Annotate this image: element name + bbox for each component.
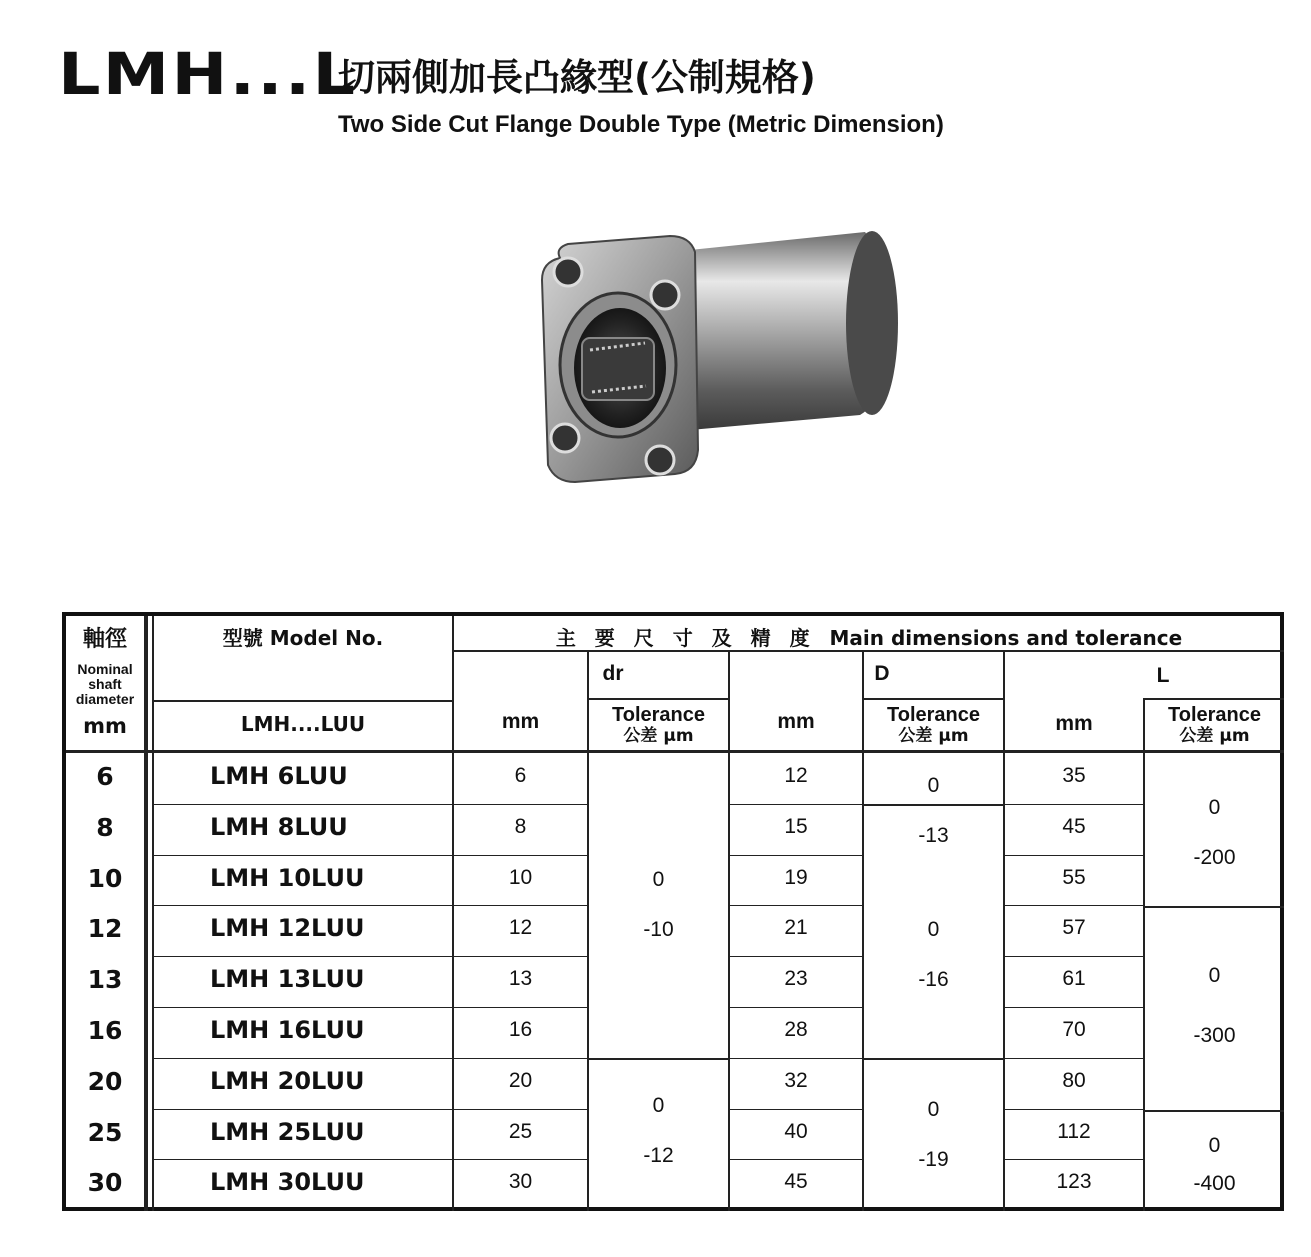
dr-value-cell: 10 [508,865,533,889]
model-cell: LMH 12LUU [210,914,365,943]
L-header: L [1156,664,1170,687]
row-divider [454,905,587,906]
D-value-cell: 12 [784,764,808,787]
dr-tolerance-upper: 0 [652,1094,665,1117]
D-tolerance-lower: -13 [918,824,949,847]
L-tolerance-header [1145,704,1284,746]
shaft-diameter-cell: 30 [87,1168,123,1198]
row-divider [730,804,862,805]
D-tolerance-upper: 0 [927,918,940,941]
D-value-cell: 32 [784,1068,808,1092]
dr-unit: mm [501,710,540,733]
shaft-diameter-cell: 25 [87,1117,123,1147]
main-dimensions-header-cn: 主 要 尺 寸 及 精 度 [555,626,816,650]
page-title-chinese: 切兩側加長凸緣型(公制規格) [338,56,816,99]
shaft-diameter-header-en: Nominal [77,661,133,677]
row-divider [454,804,587,805]
shaft-diameter-cell: 10 [87,863,123,893]
tolerance-label-cn: 公差 μm [898,726,969,746]
D-value-cell: 45 [784,1170,808,1194]
L-value-cell: 55 [1062,865,1086,889]
D-tolerance-upper: 0 [927,1098,940,1121]
row-divider [730,956,862,957]
D-value-cell: 28 [784,1018,808,1041]
dr-value-cell: 30 [508,1170,533,1194]
dr-value-cell: 16 [508,1018,533,1041]
row-divider [154,804,452,805]
D-value-cell: 21 [784,916,808,940]
row-divider [1005,956,1143,957]
tolerance-label-cn: 公差 μm [1179,726,1250,746]
row-divider [730,855,862,856]
row-divider [1005,1159,1143,1160]
tolerance-label: Tolerance [1168,704,1261,726]
L-value-cell: 35 [1062,764,1086,787]
dr-value-cell: 25 [508,1119,533,1143]
L-unit: mm [1055,712,1093,735]
row-divider [1005,905,1143,906]
row-divider [730,1109,862,1110]
shaft-diameter-cell: 16 [87,1016,123,1045]
linear-bearing-flange-icon [520,210,910,500]
shaft-diameter-unit: mm [83,714,127,738]
dr-value-cell: 8 [514,814,527,838]
dr-value-cell: 20 [508,1068,533,1092]
row-divider [454,1159,587,1160]
L-value-cell: 61 [1062,967,1086,991]
page-title: LMH...L [58,40,358,108]
row-divider [1005,855,1143,856]
L-value-cell: 123 [1056,1170,1092,1194]
dr-value-cell: 12 [508,916,533,940]
model-cell: LMH 25LUU [210,1117,365,1146]
row-divider [730,1159,862,1160]
row-divider [154,956,452,957]
D-tolerance-upper: 0 [927,774,940,797]
shaft-diameter-cell: 20 [87,1066,123,1096]
L-value-cell: 112 [1057,1119,1091,1143]
tolerance-label-cn: 公差 μm [623,726,694,746]
model-cell: LMH 16LUU [210,1016,365,1044]
main-dimensions-header-en: Main dimensions and tolerance [829,626,1183,650]
row-divider [1005,804,1143,805]
L-tolerance-lower: -400 [1193,1172,1236,1195]
shaft-diameter-header-cn: 軸徑 [82,627,127,652]
dimension-table [62,612,1284,1211]
shaft-diameter-cell: 13 [87,965,123,995]
row-divider [154,1007,452,1008]
shaft-diameter-cell: 8 [96,812,114,842]
dr-value-cell: 6 [514,764,527,787]
row-divider [1005,1109,1143,1110]
row-divider [454,1109,587,1110]
L-tolerance-lower: -300 [1193,1024,1236,1047]
row-divider [154,855,452,856]
model-subheader: LMH....LUU [240,712,366,736]
D-value-cell: 23 [784,967,808,991]
L-value-cell: 57 [1062,916,1086,940]
tolerance-label: Tolerance [887,704,980,726]
shaft-diameter-header-en-2: shaft [88,676,122,692]
row-divider [1005,1007,1143,1008]
model-cell: LMH 20LUU [210,1066,365,1095]
row-divider [154,905,452,906]
dr-tolerance-upper: 0 [652,868,665,891]
shaft-diameter-cell: 6 [96,762,114,791]
L-value-cell: 45 [1062,814,1086,838]
D-unit: mm [777,710,815,733]
row-divider [454,1007,587,1008]
dr-tolerance-lower: -12 [643,1144,674,1167]
L-tolerance-lower: -200 [1193,846,1236,869]
page-subtitle: Two Side Cut Flange Double Type (Metric Dimension) [338,111,944,138]
row-divider [730,1007,862,1008]
L-value-cell: 80 [1062,1068,1086,1092]
D-value-cell: 19 [784,865,808,889]
D-tolerance-lower: -19 [918,1148,949,1171]
model-cell: LMH 30LUU [210,1168,365,1197]
D-tolerance-lower: -16 [918,968,949,991]
model-cell: LMH 6LUU [210,762,348,790]
L-tolerance-upper: 0 [1208,796,1221,819]
D-tolerance-header [864,704,1003,746]
shaft-diameter-header-en-3: diameter [75,691,135,707]
tolerance-label: Tolerance [612,704,705,726]
row-divider [454,956,587,957]
model-cell: LMH 13LUU [210,965,365,994]
dr-header: dr [602,662,624,685]
row-divider [454,855,587,856]
D-value-cell: 40 [784,1119,808,1143]
row-divider [154,1109,452,1110]
L-tolerance-upper: 0 [1208,964,1221,987]
model-cell: LMH 8LUU [210,812,348,841]
row-divider [730,905,862,906]
model-header: 型號 Model No. [222,626,384,650]
row-divider [454,1058,587,1059]
dr-tolerance-header [589,704,728,746]
L-tolerance-upper: 0 [1208,1134,1221,1157]
dr-value-cell: 13 [508,967,533,991]
L-value-cell: 70 [1062,1018,1086,1041]
main-dimensions-header [454,622,1284,651]
shaft-diameter-cell: 12 [87,914,123,944]
row-divider [154,1058,452,1059]
D-value-cell: 15 [784,814,808,838]
row-divider [1005,1058,1143,1059]
row-divider [154,1159,452,1160]
row-divider [730,1058,862,1059]
model-cell: LMH 10LUU [210,863,365,892]
dr-tolerance-lower: -10 [643,918,674,941]
D-header: D [874,662,890,685]
